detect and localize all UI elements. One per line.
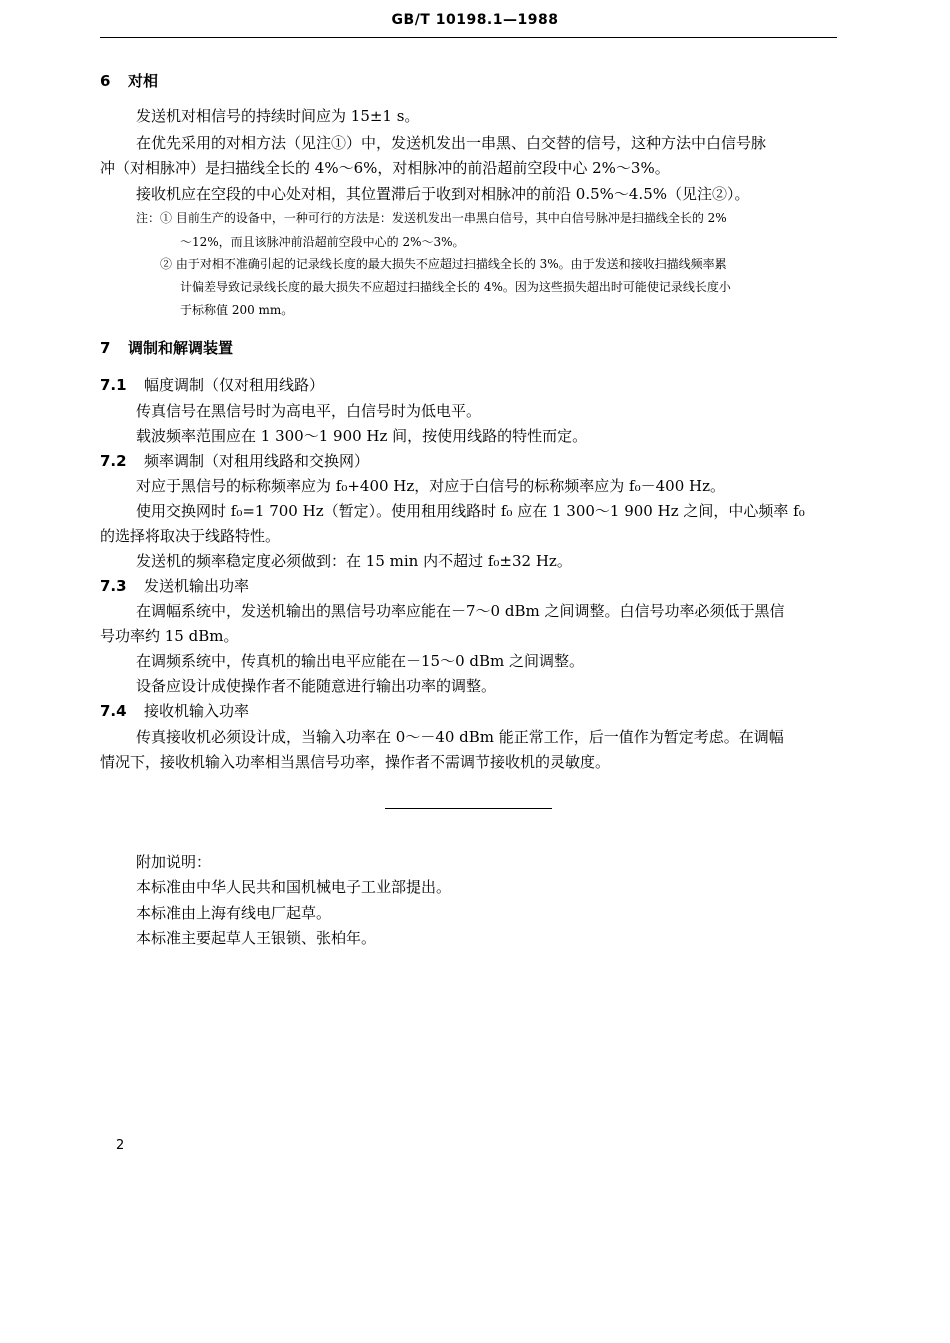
- subsection-7-4-number: 7.4: [100, 702, 127, 720]
- s74-paragraph-1-line-2: 情况下，接收机输入功率相当黑信号功率，操作者不需调节接收机的灵敏度。: [100, 753, 611, 771]
- s6-paragraph-1: 发送机对相信号的持续时间应为 15±1 s。: [136, 107, 420, 125]
- section-7-title: 调制和解调装置: [128, 339, 234, 357]
- note-1-line-2: ～12%，而且该脉冲前沿超前空段中心的 2%～3%。: [180, 235, 465, 249]
- s73-paragraph-1-line-1: 在调幅系统中，发送机输出的黑信号功率应能在－7～0 dBm 之间调整。白信号功率必须低于黑信: [136, 602, 785, 620]
- subsection-7-2-number: 7.2: [100, 452, 127, 470]
- subsection-7-2-title: 频率调制（对租用线路和交换网）: [144, 452, 370, 470]
- subsection-7-4-title: 接收机输入功率: [144, 702, 250, 720]
- subsection-7-3-heading: [100, 575, 249, 596]
- appendix-line-2: 本标准由上海有线电厂起草。: [136, 904, 332, 922]
- section-6-number: 6: [100, 72, 111, 90]
- s6-paragraph-2-line-1: 在优先采用的对相方法（见注①）中，发送机发出一串黑、白交替的信号，这种方法中白信号脉: [136, 134, 767, 152]
- note-label: 注：: [136, 211, 161, 225]
- s72-paragraph-1: 对应于黑信号的标称频率应为 f₀+400 Hz，对应于白信号的标称频率应为 f₀－400 Hz。: [136, 477, 726, 495]
- subsection-7-1-heading: [100, 374, 324, 395]
- appendix-title: 附加说明：: [136, 853, 212, 871]
- s73-paragraph-3: 设备应设计成使操作者不能随意进行输出功率的调整。: [136, 677, 497, 695]
- s74-paragraph-1-line-1: 传真接收机必须设计成，当输入功率在 0～－40 dBm 能正常工作，后一值作为暂定考虑。在调幅: [136, 728, 784, 746]
- note-2-line-3: 于标称值 200 mm。: [180, 303, 294, 317]
- section-6-title: 对相: [128, 72, 159, 90]
- subsection-7-1-number: 7.1: [100, 376, 127, 394]
- s71-paragraph-2: 载波频率范围应在 1 300～1 900 Hz 间，按使用线路的特性而定。: [136, 427, 588, 445]
- note-2-line-2: 计偏差导致记录线长度的最大损失不应超过扫描线全长的 4%。因为这些损失超出时可能使记录线长度小: [180, 280, 731, 294]
- subsection-7-3-number: 7.3: [100, 577, 127, 595]
- subsection-7-1-title: 幅度调制（仅对租用线路）: [144, 376, 325, 394]
- appendix-line-1: 本标准由中华人民共和国机械电子工业部提出。: [136, 878, 452, 896]
- note-1-line-1: ① 目前生产的设备中，一种可行的方法是：发送机发出一串黑白信号，其中白信号脉冲是扫描线全长的 2%: [160, 211, 727, 225]
- s73-paragraph-1-line-2: 号功率约 15 dBm。: [100, 627, 239, 645]
- subsection-7-4-heading: [100, 700, 249, 721]
- note-2-line-1: ② 由于对相不准确引起的记录线长度的最大损失不应超过扫描线全长的 3%。由于发送和接收扫描线频率累: [160, 257, 727, 271]
- subsection-7-3-title: 发送机输出功率: [144, 577, 250, 595]
- section-7-number: 7: [100, 339, 111, 357]
- s72-paragraph-2-line-2: 的选择将取决于线路特性。: [100, 527, 281, 545]
- s72-paragraph-2-line-1: 使用交换网时 f₀=1 700 Hz（暂定）。使用租用线路时 f₀ 应在 1 300～1 900 Hz 之间，中心频率 f₀: [136, 502, 805, 520]
- s6-paragraph-3: 接收机应在空段的中心处对相，其位置滞后于收到对相脉冲的前沿 0.5%～4.5%（见注②）。: [136, 185, 750, 203]
- section-7-heading: [100, 337, 233, 358]
- header-rule: [100, 37, 837, 38]
- s71-paragraph-1: 传真信号在黑信号时为高电平，白信号时为低电平。: [136, 402, 482, 420]
- section-6-heading: [100, 70, 158, 91]
- subsection-7-2-heading: [100, 450, 369, 471]
- s73-paragraph-2: 在调频系统中，传真机的输出电平应能在－15～0 dBm 之间调整。: [136, 652, 585, 670]
- s6-paragraph-2-line-2: 冲（对相脉冲）是扫描线全长的 4%～6%，对相脉冲的前沿超前空段中心 2%～3%。: [100, 159, 670, 177]
- appendix-line-3: 本标准主要起草人王银锁、张柏年。: [136, 929, 377, 947]
- document-header: GB/T 10198.1—1988: [391, 12, 559, 28]
- page-number: 2: [116, 1138, 125, 1153]
- end-separator: [385, 808, 552, 809]
- s72-paragraph-3: 发送机的频率稳定度必须做到：在 15 min 内不超过 f₀±32 Hz。: [136, 552, 572, 570]
